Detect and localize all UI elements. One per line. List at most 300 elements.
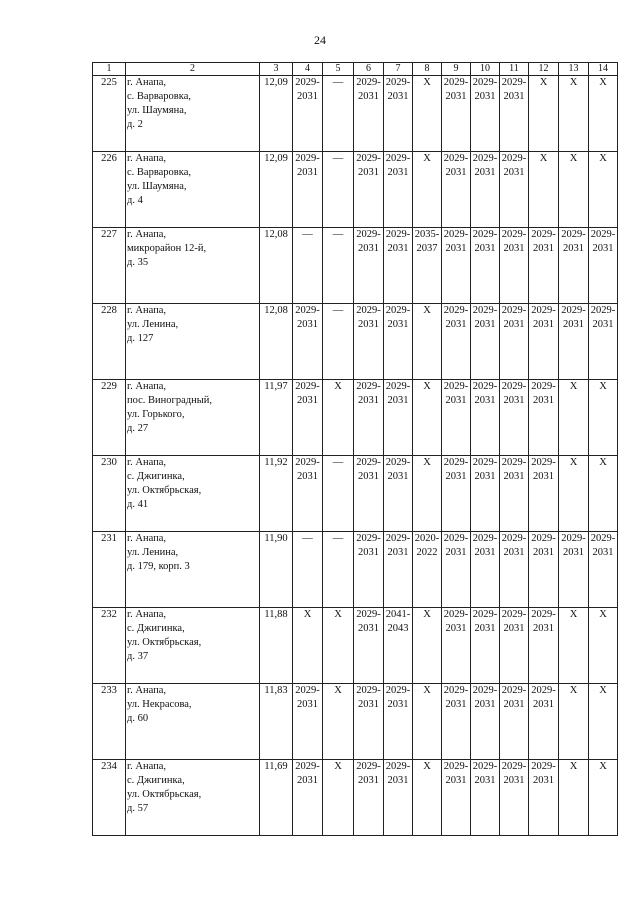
period-cell xyxy=(529,608,559,684)
period-cell xyxy=(354,76,384,152)
cell-line: 2029- xyxy=(590,305,616,316)
cell-line: 2029- xyxy=(472,305,498,316)
row-number-cell: 226 xyxy=(93,152,126,228)
column-header: 11 xyxy=(500,63,529,76)
cell-line: 2031 xyxy=(387,91,409,102)
cell-line: — xyxy=(302,229,313,240)
period-cell xyxy=(293,228,323,304)
row-number-cell: 230 xyxy=(93,456,126,532)
address-line: г. Анапа, xyxy=(127,381,167,392)
period-cell xyxy=(559,152,589,228)
cell-line: — xyxy=(332,153,344,164)
period-cell xyxy=(471,760,500,836)
cell-line: 2031 xyxy=(533,243,554,254)
table-body xyxy=(93,76,618,836)
cell-line: 2029- xyxy=(443,761,469,772)
cell-line: 2029- xyxy=(472,381,498,392)
period-cell xyxy=(413,228,442,304)
cell-line: 2031 xyxy=(445,91,467,102)
cell-line: 2029- xyxy=(356,305,381,316)
cell-line: Х xyxy=(423,761,431,772)
cell-line: 2029- xyxy=(531,381,556,392)
cell-line: 2029- xyxy=(295,457,320,468)
cell-line: 2031 xyxy=(445,319,467,330)
cell-line: Х xyxy=(599,381,607,392)
header-row xyxy=(93,63,618,76)
cell-line: Х xyxy=(334,761,342,772)
cell-line: 2031 xyxy=(445,167,467,178)
cell-line: 2029- xyxy=(531,685,556,696)
period-cell xyxy=(589,684,618,760)
cell-line: Х xyxy=(569,609,578,620)
cell-line: 2031 xyxy=(563,547,584,558)
column-header: 5 xyxy=(323,63,354,76)
period-cell xyxy=(529,380,559,456)
cell-line: 2031 xyxy=(297,775,318,786)
cell-line: 2029- xyxy=(472,77,498,88)
cell-line: 2031 xyxy=(387,243,409,254)
period-cell xyxy=(500,152,529,228)
address-line: д. 4 xyxy=(127,195,143,206)
cell-line: 2029- xyxy=(501,305,527,316)
address-line: ул. Октябрьская, xyxy=(127,637,202,648)
cell-line: Х xyxy=(334,685,342,696)
cell-line: Х xyxy=(569,457,578,468)
cell-line: 2029- xyxy=(531,457,556,468)
cell-line: Х xyxy=(599,761,607,772)
cell-line: Х xyxy=(423,457,431,468)
period-cell xyxy=(413,152,442,228)
cell-line: Х xyxy=(569,381,578,392)
cell-line: Х xyxy=(423,153,431,164)
cell-line: Х xyxy=(569,761,578,772)
column-header: 4 xyxy=(293,63,323,76)
cell-line: 2029- xyxy=(501,685,527,696)
area-cell: 12,08 xyxy=(260,228,293,304)
cell-line: 2029- xyxy=(443,77,469,88)
cell-line: — xyxy=(332,229,344,240)
cell-line: 2029- xyxy=(472,457,498,468)
period-cell xyxy=(589,228,618,304)
cell-line: 2031 xyxy=(358,547,379,558)
period-cell xyxy=(589,152,618,228)
period-cell xyxy=(559,228,589,304)
cell-line: 2031 xyxy=(445,243,467,254)
address-line: г. Анапа, xyxy=(127,609,167,620)
cell-line: 2031 xyxy=(474,775,496,786)
period-cell xyxy=(323,760,354,836)
cell-line: 2029- xyxy=(295,153,320,164)
cell-line: 2031 xyxy=(474,471,496,482)
address-line: микрорайон 12-й, xyxy=(127,243,207,254)
cell-line: 2029- xyxy=(472,685,498,696)
period-cell xyxy=(471,684,500,760)
cell-line: 2031 xyxy=(563,319,584,330)
period-cell xyxy=(471,380,500,456)
cell-line: 2029- xyxy=(443,533,469,544)
period-cell xyxy=(323,228,354,304)
address-line: д. 41 xyxy=(127,499,149,510)
cell-line: 2029- xyxy=(531,761,556,772)
cell-line: — xyxy=(332,457,344,468)
period-cell xyxy=(293,76,323,152)
cell-line: 2031 xyxy=(474,91,496,102)
cell-line: 2029- xyxy=(356,609,381,620)
cell-line: 2031 xyxy=(533,775,554,786)
cell-line: 2029- xyxy=(385,533,411,544)
period-cell xyxy=(293,684,323,760)
cell-line: Х xyxy=(599,77,607,88)
address-cell xyxy=(126,608,260,684)
period-cell xyxy=(442,456,471,532)
cell-line: 2031 xyxy=(358,167,379,178)
address-cell xyxy=(126,228,260,304)
address-line: г. Анапа, xyxy=(127,153,167,164)
address-line: с. Джигинка, xyxy=(127,623,185,634)
cell-line: 2029- xyxy=(443,229,469,240)
period-cell xyxy=(442,532,471,608)
period-cell xyxy=(529,304,559,380)
period-cell xyxy=(442,684,471,760)
period-cell xyxy=(559,532,589,608)
page-number: 24 xyxy=(314,33,326,47)
period-cell xyxy=(354,532,384,608)
table-row xyxy=(93,152,618,228)
period-cell xyxy=(529,684,559,760)
cell-line: 2035- xyxy=(414,229,440,240)
address-line: ул. Ленина, xyxy=(127,547,179,558)
area-cell: 12,09 xyxy=(260,152,293,228)
cell-line: Х xyxy=(569,153,578,164)
cell-line: Х xyxy=(423,77,431,88)
cell-line: 2029- xyxy=(501,229,527,240)
address-line: с. Варваровка, xyxy=(127,91,191,102)
period-cell xyxy=(529,152,559,228)
cell-line: 2029- xyxy=(501,533,527,544)
period-cell xyxy=(471,532,500,608)
period-cell xyxy=(471,456,500,532)
cell-line: 2029- xyxy=(385,77,411,88)
table-row xyxy=(93,456,618,532)
period-cell xyxy=(354,456,384,532)
row-number-cell: 234 xyxy=(93,760,126,836)
address-line: ул. Шаумяна, xyxy=(127,181,187,192)
period-cell xyxy=(354,304,384,380)
period-cell xyxy=(500,760,529,836)
address-line: г. Анапа, xyxy=(127,305,167,316)
period-cell xyxy=(589,532,618,608)
address-line: ул. Октябрьская, xyxy=(127,789,202,800)
address-line: г. Анапа, xyxy=(127,533,167,544)
area-cell: 12,08 xyxy=(260,304,293,380)
address-cell xyxy=(126,76,260,152)
cell-line: 2031 xyxy=(474,395,496,406)
column-header: 7 xyxy=(384,63,413,76)
cell-line: 2031 xyxy=(445,395,467,406)
period-cell xyxy=(471,304,500,380)
cell-line: 2031 xyxy=(297,319,318,330)
period-cell xyxy=(413,76,442,152)
cell-line: 2031 xyxy=(387,395,409,406)
address-line: д. 37 xyxy=(127,651,149,662)
cell-line: Х xyxy=(539,153,548,164)
cell-line: Х xyxy=(423,381,431,392)
period-cell xyxy=(384,760,413,836)
cell-line: 2029- xyxy=(295,305,320,316)
address-cell xyxy=(126,760,260,836)
table-row xyxy=(93,228,618,304)
cell-line: 2031 xyxy=(533,395,554,406)
area-cell: 11,69 xyxy=(260,760,293,836)
cell-line: 2031 xyxy=(503,319,525,330)
cell-line: 2029- xyxy=(531,609,556,620)
period-cell xyxy=(559,76,589,152)
address-line: ул. Горького, xyxy=(127,409,185,420)
address-line: д. 35 xyxy=(127,257,149,268)
column-header: 8 xyxy=(413,63,442,76)
period-cell xyxy=(323,684,354,760)
period-cell xyxy=(323,76,354,152)
cell-line: 2031 xyxy=(358,319,379,330)
area-cell: 11,92 xyxy=(260,456,293,532)
cell-line: 2031 xyxy=(533,699,554,710)
period-cell xyxy=(384,684,413,760)
cell-line: 2029- xyxy=(501,457,527,468)
cell-line: 2022 xyxy=(416,547,438,558)
period-cell xyxy=(413,608,442,684)
address-line: г. Анапа, xyxy=(127,229,167,240)
period-cell xyxy=(384,532,413,608)
cell-line: 2031 xyxy=(445,699,467,710)
cell-line: 2029- xyxy=(385,153,411,164)
address-line: г. Анапа, xyxy=(127,77,167,88)
column-header: 9 xyxy=(442,63,471,76)
period-cell xyxy=(589,456,618,532)
period-cell xyxy=(323,152,354,228)
column-header: 14 xyxy=(589,63,618,76)
period-cell xyxy=(384,304,413,380)
cell-line: 2029- xyxy=(356,229,381,240)
cell-line: Х xyxy=(423,609,431,620)
table-row xyxy=(93,532,618,608)
period-cell xyxy=(589,304,618,380)
period-cell xyxy=(354,380,384,456)
cell-line: 2031 xyxy=(503,471,525,482)
cell-line: 2029- xyxy=(385,305,411,316)
period-cell xyxy=(529,456,559,532)
cell-line: 2031 xyxy=(387,167,409,178)
address-cell xyxy=(126,304,260,380)
table-row xyxy=(93,380,618,456)
cell-line: 2031 xyxy=(533,319,554,330)
period-cell xyxy=(529,760,559,836)
cell-line: 2029- xyxy=(561,533,586,544)
table-row xyxy=(93,608,618,684)
column-header: 12 xyxy=(529,63,559,76)
period-cell xyxy=(413,456,442,532)
cell-line: 2029- xyxy=(356,685,381,696)
period-cell xyxy=(323,304,354,380)
cell-line: 2029- xyxy=(356,761,381,772)
period-cell xyxy=(529,76,559,152)
cell-line: 2031 xyxy=(445,547,467,558)
cell-line: 2031 xyxy=(592,243,614,254)
period-cell xyxy=(384,608,413,684)
cell-line: 2031 xyxy=(387,775,409,786)
cell-line: 2029- xyxy=(385,381,411,392)
cell-line: 2031 xyxy=(445,471,467,482)
period-cell xyxy=(384,380,413,456)
period-cell xyxy=(500,608,529,684)
period-cell xyxy=(354,152,384,228)
period-cell xyxy=(500,228,529,304)
cell-line: 2029- xyxy=(356,153,381,164)
period-cell xyxy=(323,456,354,532)
address-line: г. Анапа, xyxy=(127,685,167,696)
schedule-table xyxy=(92,62,618,836)
cell-line: 2029- xyxy=(501,761,527,772)
cell-line: 2029- xyxy=(472,761,498,772)
address-line: ул. Октябрьская, xyxy=(127,485,202,496)
cell-line: — xyxy=(332,533,344,544)
address-line: д. 2 xyxy=(127,119,143,130)
period-cell xyxy=(354,608,384,684)
cell-line: 2031 xyxy=(387,699,409,710)
cell-line: 2031 xyxy=(592,319,614,330)
address-line: ул. Шаумяна, xyxy=(127,105,187,116)
cell-line: 2031 xyxy=(297,395,318,406)
period-cell xyxy=(293,380,323,456)
period-cell xyxy=(384,152,413,228)
cell-line: Х xyxy=(423,305,431,316)
table-row xyxy=(93,684,618,760)
cell-line: 2029- xyxy=(590,533,616,544)
cell-line: 2029- xyxy=(443,305,469,316)
period-cell xyxy=(471,608,500,684)
cell-line: 2031 xyxy=(358,395,379,406)
period-cell xyxy=(442,304,471,380)
cell-line: 2029- xyxy=(531,305,556,316)
cell-line: 2031 xyxy=(503,243,525,254)
period-cell xyxy=(413,684,442,760)
cell-line: 2031 xyxy=(474,243,496,254)
column-header: 10 xyxy=(471,63,500,76)
cell-line: 2029- xyxy=(356,77,381,88)
cell-line: 2031 xyxy=(297,167,318,178)
cell-line: 2029- xyxy=(590,229,616,240)
cell-line: 2029- xyxy=(472,533,498,544)
cell-line: 2029- xyxy=(501,153,527,164)
column-header: 6 xyxy=(354,63,384,76)
period-cell xyxy=(442,76,471,152)
cell-line: 2029- xyxy=(472,229,498,240)
address-line: с. Джигинка, xyxy=(127,471,185,482)
period-cell xyxy=(323,380,354,456)
period-cell xyxy=(442,380,471,456)
cell-line: 2029- xyxy=(501,381,527,392)
cell-line: 2029- xyxy=(295,381,320,392)
address-line: ул. Ленина, xyxy=(127,319,179,330)
cell-line: 2031 xyxy=(503,775,525,786)
cell-line: 2029- xyxy=(472,609,498,620)
address-line: д. 27 xyxy=(127,423,149,434)
period-cell xyxy=(413,532,442,608)
period-cell xyxy=(589,608,618,684)
period-cell xyxy=(500,76,529,152)
cell-line: 2029- xyxy=(385,229,411,240)
cell-line: 2029- xyxy=(443,457,469,468)
period-cell xyxy=(529,228,559,304)
cell-line: 2031 xyxy=(503,167,525,178)
period-cell xyxy=(559,608,589,684)
cell-line: 2031 xyxy=(533,623,554,634)
period-cell xyxy=(323,532,354,608)
cell-line: Х xyxy=(334,381,342,392)
period-cell xyxy=(471,152,500,228)
period-cell xyxy=(471,228,500,304)
period-cell xyxy=(500,684,529,760)
cell-line: Х xyxy=(569,685,578,696)
cell-line: 2029- xyxy=(385,457,411,468)
cell-line: — xyxy=(302,533,313,544)
area-cell: 12,09 xyxy=(260,76,293,152)
row-number-cell: 231 xyxy=(93,532,126,608)
period-cell xyxy=(293,608,323,684)
period-cell xyxy=(529,532,559,608)
address-cell xyxy=(126,456,260,532)
period-cell xyxy=(293,152,323,228)
period-cell xyxy=(384,456,413,532)
cell-line: 2031 xyxy=(358,699,379,710)
cell-line: 2020- xyxy=(414,533,440,544)
cell-line: 2031 xyxy=(445,623,467,634)
period-cell xyxy=(293,304,323,380)
area-cell: 11,90 xyxy=(260,532,293,608)
cell-line: 2029- xyxy=(472,153,498,164)
cell-line: 2029- xyxy=(385,685,411,696)
period-cell xyxy=(559,684,589,760)
row-number-cell: 232 xyxy=(93,608,126,684)
period-cell xyxy=(413,380,442,456)
column-header: 13 xyxy=(559,63,589,76)
period-cell xyxy=(413,760,442,836)
period-cell xyxy=(589,380,618,456)
cell-line: 2029- xyxy=(385,761,411,772)
cell-line: 2031 xyxy=(533,471,554,482)
cell-line: 2029- xyxy=(501,77,527,88)
address-line: ул. Некрасова, xyxy=(127,699,192,710)
address-line: д. 60 xyxy=(127,713,149,724)
address-line: д. 127 xyxy=(127,333,154,344)
period-cell xyxy=(500,380,529,456)
cell-line: Х xyxy=(334,609,342,620)
period-cell xyxy=(293,456,323,532)
cell-line: 2031 xyxy=(563,243,584,254)
cell-line: 2031 xyxy=(297,91,318,102)
address-line: с. Варваровка, xyxy=(127,167,191,178)
table-row xyxy=(93,76,618,152)
period-cell xyxy=(559,456,589,532)
column-header: 1 xyxy=(93,63,126,76)
table-row xyxy=(93,304,618,380)
cell-line: 2031 xyxy=(358,623,379,634)
cell-line: 2031 xyxy=(592,547,614,558)
address-line: д. 179, корп. 3 xyxy=(127,561,190,572)
column-header: 2 xyxy=(126,63,260,76)
period-cell xyxy=(500,532,529,608)
cell-line: — xyxy=(332,77,344,88)
period-cell xyxy=(559,380,589,456)
